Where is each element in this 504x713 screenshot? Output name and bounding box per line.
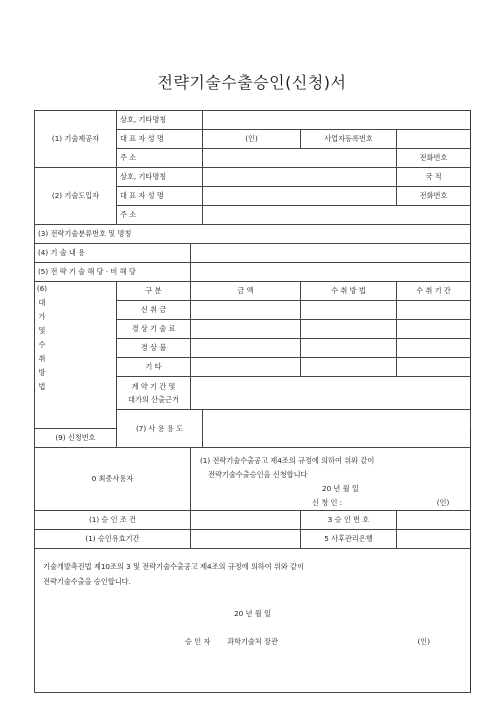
classification-row (35, 225, 471, 244)
payment-side-char: 대 (38, 298, 46, 307)
importer-rep-field[interactable] (203, 187, 397, 206)
applicable-field[interactable] (191, 263, 471, 282)
approval-block (35, 549, 471, 693)
payment-side-char: 수 (38, 340, 46, 349)
contract-label-line2: 대가의 산출근거 (128, 395, 179, 404)
supplier-rep-field[interactable] (203, 130, 301, 149)
payment-method-field[interactable] (301, 358, 397, 377)
supplier-rep-label: 대 표 자 성 명 (117, 130, 203, 149)
applicable-row (35, 263, 471, 282)
importer-nationality-label: 국 적 (397, 168, 471, 187)
payment-item-label: 선 취 금 (117, 301, 191, 320)
importer-company-field[interactable] (203, 168, 397, 187)
importer-row-1 (35, 168, 471, 187)
payment-method-field[interactable] (301, 320, 397, 339)
payment-period-field[interactable] (397, 339, 471, 358)
payment-item-label: 기 타 (117, 358, 191, 377)
importer-rep-label: 대 표 자 성 명 (117, 187, 203, 206)
supplier-row-1 (35, 111, 471, 130)
validity-field[interactable] (191, 530, 301, 549)
app-no-label: (9) 신청번호 (35, 429, 117, 448)
approver-name: 과학기술처 장관 (227, 637, 278, 646)
applicable-label: (5) 전 략 기 술 해 당 · 비 해 당 (35, 263, 191, 282)
supplier-address-field[interactable] (203, 149, 397, 168)
contract-field[interactable] (191, 377, 471, 410)
payment-header-row (35, 282, 471, 301)
approval-no-field[interactable] (397, 511, 471, 530)
payment-amount-field[interactable] (191, 301, 301, 320)
importer-phone-label: 전화번호 (397, 187, 471, 206)
form-title: 전략기술수출승인(신청)서 (157, 73, 347, 92)
payment-item-label: 경 상 불 (117, 339, 191, 358)
payment-side-char: 방 (38, 368, 46, 377)
payment-amount-field[interactable] (191, 339, 301, 358)
followup-bank-field[interactable] (397, 530, 471, 549)
approval-conditions-label: (1) 승 인 조 건 (35, 511, 191, 530)
supplier-bizno-label: 사업자등록번호 (301, 130, 397, 149)
importer-address-field[interactable] (203, 206, 471, 225)
contract-label (117, 377, 191, 410)
payment-side-char: 취 (38, 354, 46, 363)
content-row (35, 244, 471, 263)
payment-period-field[interactable] (397, 301, 471, 320)
supplier-company-field[interactable] (203, 111, 471, 130)
importer-label: (2) 기술도입자 (35, 168, 117, 225)
payment-side-char: (6) (36, 284, 48, 293)
approval-no-label: 3 승 인 번 호 (301, 511, 397, 530)
validity-row (35, 530, 471, 549)
importer-address-label: 주 소 (117, 206, 203, 225)
validity-label: (1) 승인유효기간 (35, 530, 191, 549)
content-label: (4) 기 술 내 용 (35, 244, 191, 263)
notice-line2: 전략기술수출승인을 신청합니다 (208, 470, 308, 479)
supplier-address-label: 주 소 (117, 149, 203, 168)
payment-method-field[interactable] (301, 339, 397, 358)
contract-label-line1: 계 약 기 간 및 (131, 382, 176, 391)
approval-conditions-field[interactable] (191, 511, 301, 530)
content-field[interactable] (191, 244, 471, 263)
payment-header-method: 수 취 방 법 (301, 282, 397, 301)
supplier-label: (1) 기술제공자 (35, 111, 117, 168)
payment-amount-field[interactable] (191, 358, 301, 377)
usage-label: (7) 사 용 용 도 (117, 410, 203, 448)
approval-text-line2: 전략기술수출을 승인합니다. (43, 577, 131, 586)
payment-header-amount: 금 액 (191, 282, 301, 301)
importer-company-label: 상호, 기타명칭 (117, 168, 203, 187)
payment-side-char: 법 (38, 382, 46, 391)
payment-side-char: 및 (38, 326, 46, 335)
payment-period-field[interactable] (397, 320, 471, 339)
approval-conditions-row (35, 511, 471, 530)
followup-bank-label: 5 사후관리은행 (301, 530, 397, 549)
application-date: 20 년 월 일 (322, 484, 359, 493)
supplier-bizno-field[interactable] (397, 130, 471, 149)
approver-seal: (인) (417, 637, 431, 646)
applicant-seal: (인) (436, 498, 450, 507)
supplier-seal: (인) (245, 134, 258, 143)
payment-period-field[interactable] (397, 358, 471, 377)
payment-side-char: 가 (38, 312, 46, 321)
approval-date: 20 년 월 일 (234, 609, 271, 618)
payment-amount-field[interactable] (191, 320, 301, 339)
approval-text-line1: 기술개발촉진법 제10조의 3 및 전략기술수출공고 제4조의 규정에 의하여 위와 같이 (43, 562, 305, 571)
approver-label: 승 인 자 (185, 637, 211, 646)
end-user-label: 0 최종사용자 (35, 448, 191, 511)
application-form (34, 110, 471, 693)
approval-block-row (35, 549, 471, 693)
supplier-company-label: 상호, 기타명칭 (117, 111, 203, 130)
payment-header-period: 수 취 기 간 (397, 282, 471, 301)
payment-item-label: 경 상 기 술 료 (117, 320, 191, 339)
notice-line1: (1) 전략기술수출공고 제4조의 규정에 의하여 위와 같이 (200, 456, 375, 465)
payment-method-field[interactable] (301, 301, 397, 320)
payment-side-label (35, 282, 117, 429)
end-user-declaration (191, 448, 471, 511)
classification-label: (3) 전략기술분류번호 및 명칭 (35, 225, 471, 244)
end-user-row (35, 448, 471, 511)
payment-header-category: 구 분 (117, 282, 191, 301)
usage-field[interactable] (203, 410, 471, 448)
applicant-label: 신 청 인 : (312, 498, 343, 507)
supplier-phone-label: 전화번호 (397, 149, 471, 168)
